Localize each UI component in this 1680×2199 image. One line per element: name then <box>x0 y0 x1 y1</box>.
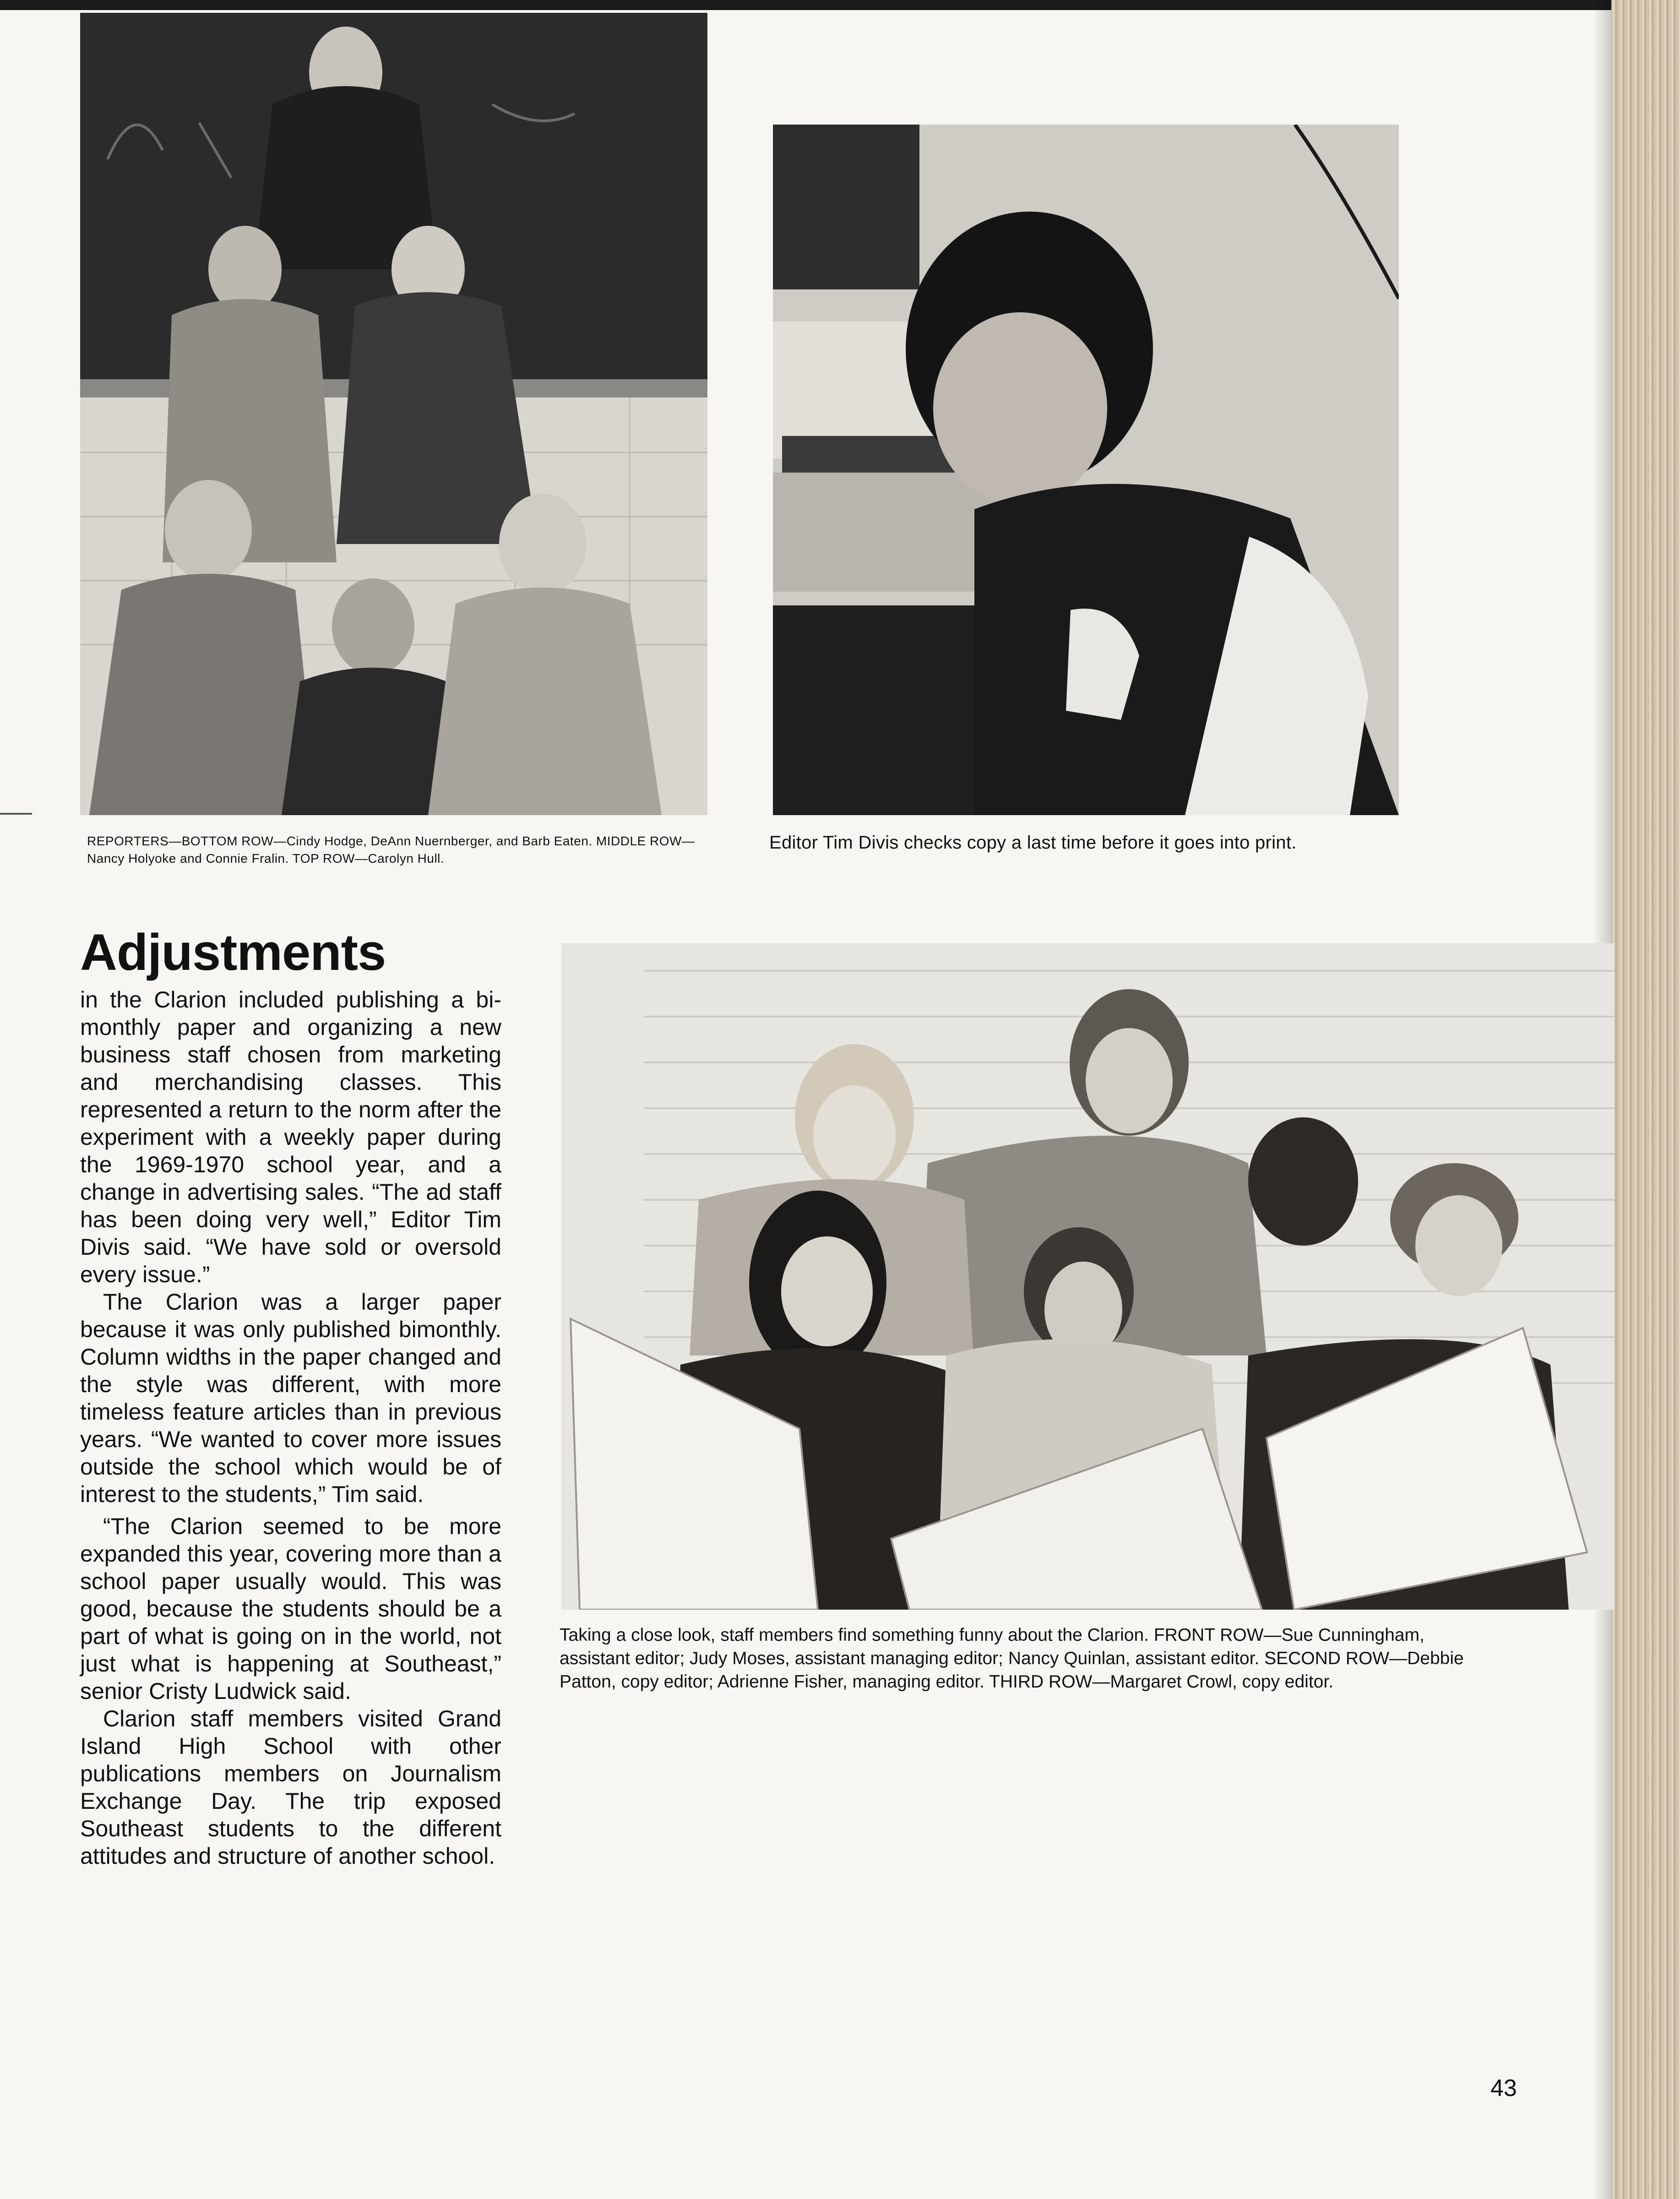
article-heading: Adjustments <box>80 924 386 981</box>
article-paragraph: “The Clarion seemed to be more expanded this year, covering more than a school paper usually would. This was good, because the students should be a part of what is going on in the world, not just what is happening at Southeast,” senior Cristy Ludwick said. <box>80 1513 501 1704</box>
article-paragraph: Clarion staff members visited Grand Island High School with other publications members on Journalism Exchange Day. The trip exposed Southeast students to the different attitudes and structure of another school. <box>80 1706 501 1869</box>
reporters-caption: REPORTERS—BOTTOM ROW—Cindy Hodge, DeAnn Nuernberger, and Barb Eaten. MIDDLE ROW—Nancy Holyoke and Connie Fralin. TOP ROW—Carolyn Hull. <box>87 834 695 865</box>
article-body <box>80 986 501 1870</box>
reporters-photo <box>80 13 707 815</box>
margin-mark <box>0 813 32 815</box>
page-number: 43 <box>1490 2075 1517 2101</box>
top-border <box>0 0 1680 10</box>
article-paragraph: in the Clarion included publishing a bi-monthly paper and organizing a new business staff chosen from marketing and merchandising classes. This represented a return to the norm after the experiment with a weekly paper during the 1969-1970 school year, and a change in advertising sales. “The ad staff has been doing very well,” Editor Tim Divis said. “We have sold or oversold every issue.” <box>80 987 501 1287</box>
staff-caption: Taking a close look, staff members find something funny about the Clarion. FRONT ROW—Sue Cunningham, assistant editor; Judy Moses, assistant managing editor; Nancy Quinlan, assistant editor. SECOND ROW—Debbie Patton, copy editor; Adrienne Fisher, managing editor. THIRD ROW—Margaret Crowl, copy editor. <box>560 1625 1464 1692</box>
editor-caption: Editor Tim Divis checks copy a last time before it goes into print. <box>769 833 1297 853</box>
staff-photo <box>561 943 1615 1610</box>
article-paragraph: The Clarion was a larger paper because it was only published bimonthly. Column widths in the paper changed and the style was different, with more timeless feature articles than in previous years. “We wanted to cover more issues outside the school which would be of interest to the students,” Tim said. <box>80 1289 501 1507</box>
book-spine <box>1611 0 1680 2199</box>
editor-photo <box>773 125 1399 815</box>
